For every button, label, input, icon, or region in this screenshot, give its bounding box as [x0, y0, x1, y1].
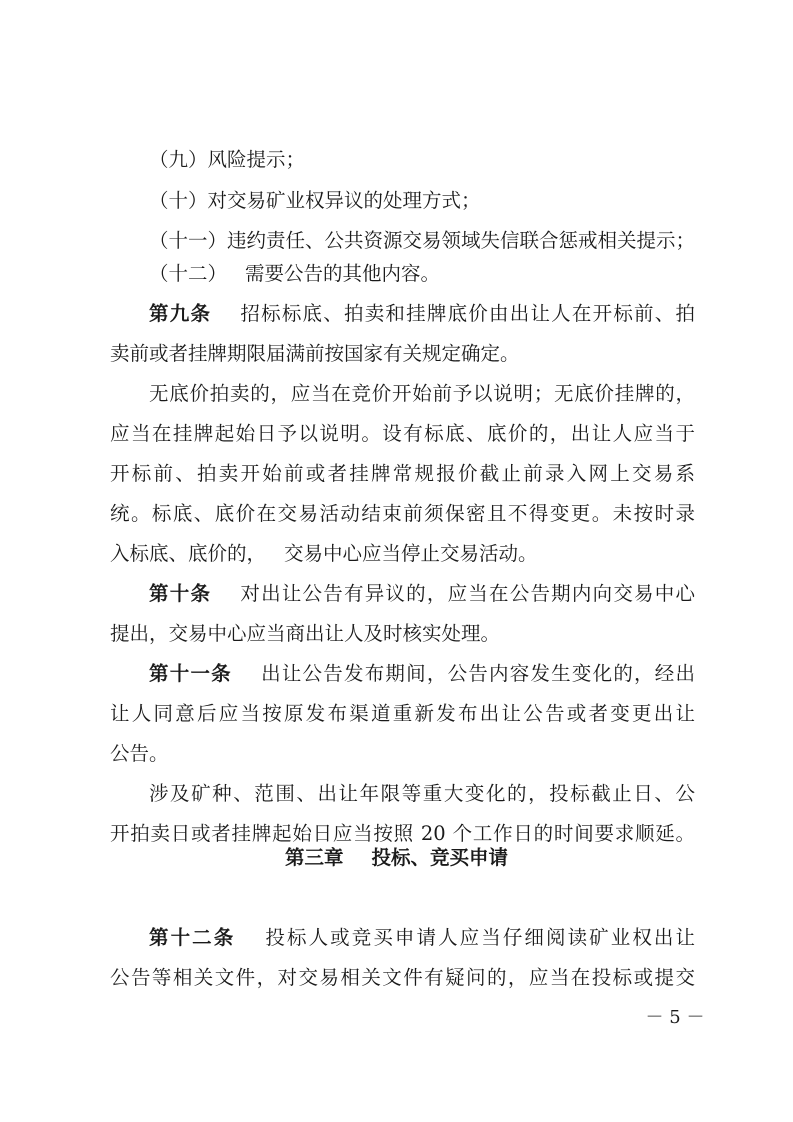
article-9-line-2: 卖前或者挂牌期限届满前按国家有关规定确定。 — [110, 342, 520, 365]
article-9-para2-line-2b: 出让人应当于 — [570, 422, 695, 445]
page-number: － 5 － — [645, 1007, 705, 1028]
article-12-line-1 — [149, 926, 695, 950]
list-item-12 — [149, 262, 695, 286]
article-9-para2-line-2 — [110, 422, 695, 446]
article-10-line-1 — [149, 582, 695, 606]
chapter-heading — [0, 846, 793, 870]
article-11-text: 出让公告发布期间，公告内容发生变化的，经出 — [259, 662, 695, 685]
article-9-label: 第九条 — [149, 302, 212, 325]
article-9-para2-line-5a: 入标底、底价的， — [110, 542, 267, 565]
list-item-12-number: （十二） — [149, 262, 228, 285]
chapter-title: 投标、竞买申请 — [371, 846, 509, 869]
list-item-12-text: 需要公告的其他内容。 — [245, 262, 441, 285]
article-10-label: 第十条 — [149, 582, 212, 605]
article-9-para2-line-1: 无底价拍卖的，应当在竞价开始前予以说明；无底价挂牌的， — [149, 382, 695, 405]
article-11-line-3: 公告。 — [110, 742, 169, 765]
article-12-text: 投标人或竞买申请人应当仔细阅读矿业权出让 — [263, 926, 695, 949]
article-11-line-2: 让人同意后应当按原发布渠道重新发布出让公告或者变更出让 — [110, 702, 695, 725]
article-9-para2-line-4: 统。标底、底价在交易活动结束前须保密且不得变更。未按时录 — [110, 502, 695, 525]
article-10-line-2: 提出，交易中心应当商出让人及时核实处理。 — [110, 622, 501, 645]
article-9-para2-line-2a: 应当在挂牌起始日予以说明。设有标底、底价的， — [110, 422, 571, 445]
list-item-10: （十）对交易矿业权异议的处理方式； — [149, 189, 481, 212]
article-11-label: 第十一条 — [149, 662, 232, 685]
chapter-number: 第三章 — [284, 846, 344, 869]
article-9-para2-line-5 — [110, 542, 695, 566]
article-9-text: 招标标底、拍卖和挂牌底价由出让人在开标前、拍 — [239, 302, 695, 325]
article-9-line-1 — [149, 302, 695, 326]
article-9-para2-line-3: 开标前、拍卖开始前或者挂牌常规报价截止前录入网上交易系 — [110, 462, 695, 485]
list-item-11: （十一）违约责任、公共资源交易领域失信联合惩戒相关提示； — [149, 229, 696, 252]
article-12-line-2: 公告等相关文件，对交易相关文件有疑问的，应当在投标或提交 — [110, 966, 695, 989]
article-12-label: 第十二条 — [149, 926, 236, 949]
article-11-para2-line-2: 开拍卖日或者挂牌起始日应当按照 20 个工作日的时间要求顺延。 — [110, 822, 695, 845]
article-11-line-1 — [149, 662, 695, 686]
article-11-para2-line-1: 涉及矿种、范围、出让年限等重大变化的，投标截止日、公 — [149, 782, 695, 805]
list-item-9: （九）风险提示； — [149, 148, 306, 171]
article-9-para2-line-5b: 交易中心应当停止交易活动。 — [284, 542, 538, 565]
article-10-text: 对出让公告有异议的，应当在公告期内向交易中心 — [239, 582, 695, 605]
